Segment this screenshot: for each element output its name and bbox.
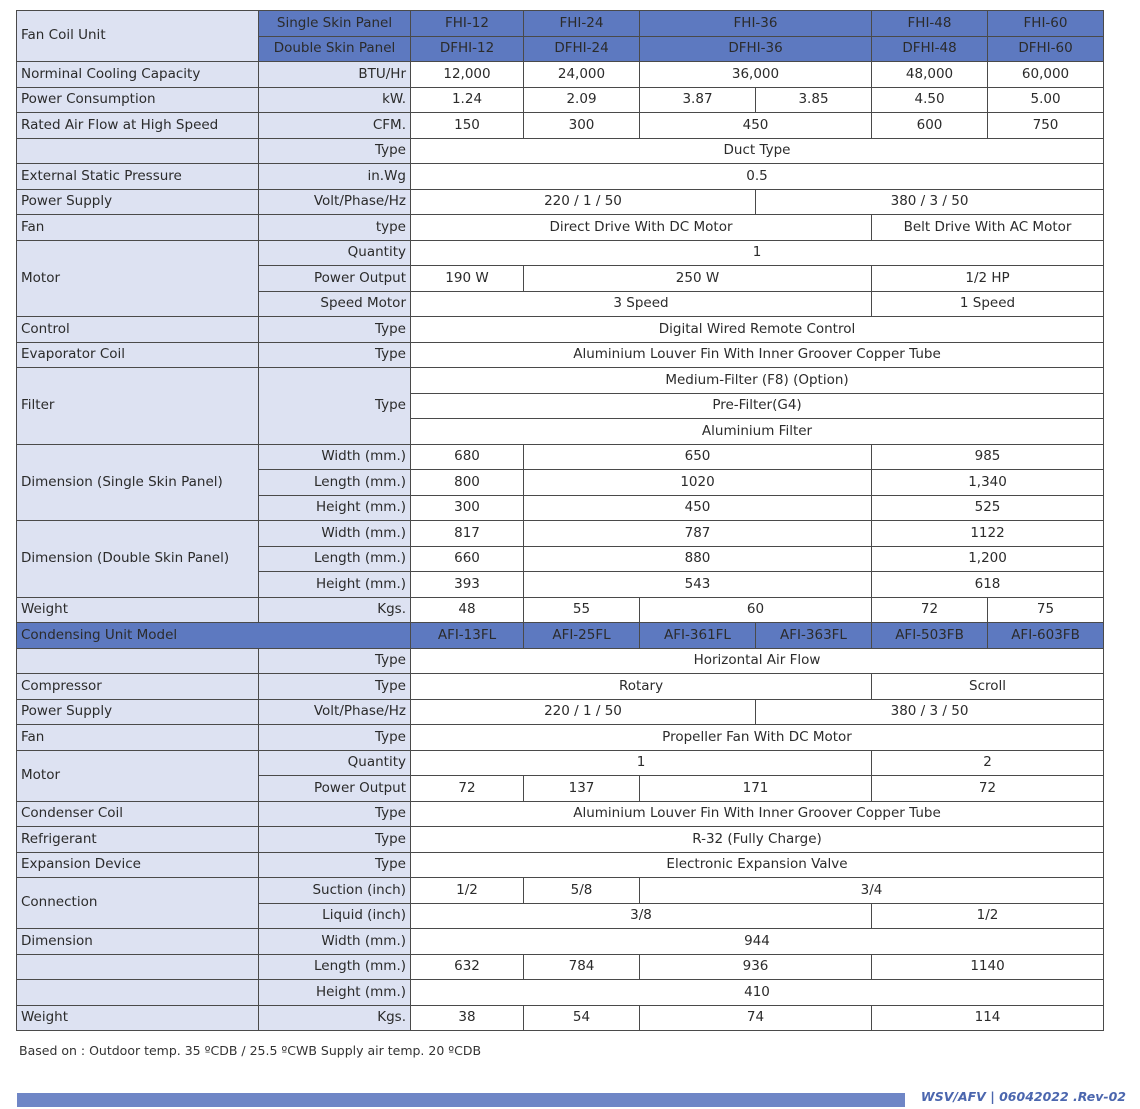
row-unit: Length (mm.) — [259, 470, 411, 496]
value-cell: 72 — [872, 597, 988, 623]
value-cell: 936 — [640, 954, 872, 980]
row-label-empty — [17, 648, 259, 674]
row-label: Dimension (Double Skin Panel) — [17, 521, 259, 598]
value-cell: 2.09 — [524, 87, 640, 113]
row-unit: in.Wg — [259, 164, 411, 190]
model-cell: AFI-25FL — [524, 623, 640, 649]
value-cell: 3.87 — [640, 87, 756, 113]
value-cell: 300 — [524, 113, 640, 139]
spec-row-evaporator — [17, 342, 1104, 368]
footer-bar — [17, 1093, 905, 1107]
value-cell: 618 — [872, 572, 1104, 598]
row-unit: Type — [259, 827, 411, 853]
model-cell: AFI-361FL — [640, 623, 756, 649]
row-unit: Power Output — [259, 266, 411, 292]
value-cell: 543 — [524, 572, 872, 598]
value-cell: 54 — [524, 1005, 640, 1031]
value-cell: 36,000 — [640, 62, 872, 88]
double-skin-panel-label: Double Skin Panel — [259, 36, 411, 62]
model-cell: DFHI-24 — [524, 36, 640, 62]
row-label: Filter — [17, 368, 259, 445]
spec-row-indoor-weight — [17, 597, 1104, 623]
value-cell: Scroll — [872, 674, 1104, 700]
row-label: Compressor — [17, 674, 259, 700]
value-cell: 4.50 — [872, 87, 988, 113]
model-cell: DFHI-48 — [872, 36, 988, 62]
row-unit: Speed Motor — [259, 291, 411, 317]
row-label: Expansion Device — [17, 852, 259, 878]
row-unit: Type — [259, 342, 411, 368]
spec-row-outdoor-fan — [17, 725, 1104, 751]
spec-row-dim-double-width — [17, 521, 1104, 547]
row-unit: CFM. — [259, 113, 411, 139]
value-cell: Aluminium Filter — [411, 419, 1104, 445]
row-unit: Height (mm.) — [259, 980, 411, 1006]
value-cell: 48,000 — [872, 62, 988, 88]
row-unit: type — [259, 215, 411, 241]
value-cell: 600 — [872, 113, 988, 139]
row-label-empty — [17, 980, 259, 1006]
row-label: Fan — [17, 215, 259, 241]
row-unit: Type — [259, 725, 411, 751]
value-cell: 944 — [411, 929, 1104, 955]
row-label: External Static Pressure — [17, 164, 259, 190]
model-cell: FHI-60 — [988, 11, 1104, 37]
value-cell: 72 — [411, 776, 524, 802]
value-cell: 38 — [411, 1005, 524, 1031]
value-cell: 3 Speed — [411, 291, 872, 317]
value-cell: 250 W — [524, 266, 872, 292]
value-cell: 1/2 HP — [872, 266, 1104, 292]
value-cell: 190 W — [411, 266, 524, 292]
spec-row-cooling — [17, 62, 1104, 88]
spec-row-expansion — [17, 852, 1104, 878]
spec-row-outdoor-dim-width — [17, 929, 1104, 955]
row-label: Power Supply — [17, 699, 259, 725]
value-cell: 1,200 — [872, 546, 1104, 572]
model-cell: DFHI-12 — [411, 36, 524, 62]
value-cell: 393 — [411, 572, 524, 598]
row-unit: Type — [259, 801, 411, 827]
row-label: Dimension (Single Skin Panel) — [17, 444, 259, 521]
value-cell: 1122 — [872, 521, 1104, 547]
value-cell: 60,000 — [988, 62, 1104, 88]
value-cell: 72 — [872, 776, 1104, 802]
value-cell: 632 — [411, 954, 524, 980]
value-cell: Aluminium Louver Fin With Inner Groover Copper Tube — [411, 801, 1104, 827]
value-cell: 60 — [640, 597, 872, 623]
value-cell: 680 — [411, 444, 524, 470]
row-label: Connection — [17, 878, 259, 929]
value-cell: Digital Wired Remote Control — [411, 317, 1104, 343]
value-cell: 114 — [872, 1005, 1104, 1031]
spec-row-refrigerant — [17, 827, 1104, 853]
spec-row-esp — [17, 164, 1104, 190]
spec-row-motor-quantity — [17, 240, 1104, 266]
value-cell: 650 — [524, 444, 872, 470]
row-unit: Volt/Phase/Hz — [259, 699, 411, 725]
row-label: Motor — [17, 750, 259, 801]
row-label: Evaporator Coil — [17, 342, 259, 368]
model-cell: AFI-603FB — [988, 623, 1104, 649]
row-label-empty — [17, 138, 259, 164]
value-cell: 300 — [411, 495, 524, 521]
spec-row-type — [17, 138, 1104, 164]
value-cell: 450 — [524, 495, 872, 521]
value-cell: 171 — [640, 776, 872, 802]
row-unit: Width (mm.) — [259, 444, 411, 470]
row-unit: Length (mm.) — [259, 954, 411, 980]
row-unit: Width (mm.) — [259, 521, 411, 547]
row-label: Dimension — [17, 929, 259, 955]
row-label: Condenser Coil — [17, 801, 259, 827]
value-cell: 660 — [411, 546, 524, 572]
condensing-unit-header-row — [17, 623, 1104, 649]
single-skin-panel-label: Single Skin Panel — [259, 11, 411, 37]
row-label: Control — [17, 317, 259, 343]
value-cell: R-32 (Fully Charge) — [411, 827, 1104, 853]
value-cell: 985 — [872, 444, 1104, 470]
value-cell: 1020 — [524, 470, 872, 496]
value-cell: 3/4 — [640, 878, 1104, 904]
spec-row-fan — [17, 215, 1104, 241]
value-cell: 5/8 — [524, 878, 640, 904]
model-cell: DFHI-60 — [988, 36, 1104, 62]
row-unit: Quantity — [259, 750, 411, 776]
value-cell: 5.00 — [988, 87, 1104, 113]
row-unit: Type — [259, 317, 411, 343]
value-cell: Aluminium Louver Fin With Inner Groover Copper Tube — [411, 342, 1104, 368]
row-unit: Suction (inch) — [259, 878, 411, 904]
model-cell: AFI-13FL — [411, 623, 524, 649]
value-cell: 74 — [640, 1005, 872, 1031]
model-cell: FHI-48 — [872, 11, 988, 37]
model-cell: FHI-24 — [524, 11, 640, 37]
row-unit: Quantity — [259, 240, 411, 266]
row-label: Weight — [17, 597, 259, 623]
row-unit: Kgs. — [259, 597, 411, 623]
fan-coil-unit-label: Fan Coil Unit — [17, 11, 259, 62]
value-cell: 220 / 1 / 50 — [411, 189, 756, 215]
value-cell: 1 — [411, 750, 872, 776]
model-cell: FHI-12 — [411, 11, 524, 37]
value-cell: Rotary — [411, 674, 872, 700]
row-label: Refrigerant — [17, 827, 259, 853]
row-label: Power Consumption — [17, 87, 259, 113]
row-unit: kW. — [259, 87, 411, 113]
spec-row-dim-single-width — [17, 444, 1104, 470]
value-cell: 24,000 — [524, 62, 640, 88]
model-cell: AFI-503FB — [872, 623, 988, 649]
value-cell: 1 Speed — [872, 291, 1104, 317]
spec-row-power-consumption — [17, 87, 1104, 113]
value-cell: 137 — [524, 776, 640, 802]
row-unit: Width (mm.) — [259, 929, 411, 955]
value-cell: 2 — [872, 750, 1104, 776]
condensing-unit-label: Condensing Unit Model — [17, 623, 411, 649]
value-cell: 75 — [988, 597, 1104, 623]
value-cell: 410 — [411, 980, 1104, 1006]
model-cell: FHI-36 — [640, 11, 872, 37]
value-cell: 1.24 — [411, 87, 524, 113]
row-unit: Volt/Phase/Hz — [259, 189, 411, 215]
spec-row-outdoor-dim-height — [17, 980, 1104, 1006]
row-unit: Power Output — [259, 776, 411, 802]
spec-row-outdoor-dim-length — [17, 954, 1104, 980]
value-cell: 800 — [411, 470, 524, 496]
row-label-empty — [17, 954, 259, 980]
row-label: Motor — [17, 240, 259, 317]
spec-row-filter-medium — [17, 368, 1104, 394]
model-cell: AFI-363FL — [756, 623, 872, 649]
model-cell: DFHI-36 — [640, 36, 872, 62]
row-unit: Type — [259, 368, 411, 445]
value-cell: 12,000 — [411, 62, 524, 88]
row-unit: Height (mm.) — [259, 495, 411, 521]
spec-row-power-supply — [17, 189, 1104, 215]
row-unit: Kgs. — [259, 1005, 411, 1031]
value-cell: Electronic Expansion Valve — [411, 852, 1104, 878]
value-cell: 150 — [411, 113, 524, 139]
value-cell: Horizontal Air Flow — [411, 648, 1104, 674]
value-cell: 380 / 3 / 50 — [756, 699, 1104, 725]
model-row-single — [17, 11, 1104, 37]
value-cell: Direct Drive With DC Motor — [411, 215, 872, 241]
value-cell: 3.85 — [756, 87, 872, 113]
spec-row-outdoor-power-supply — [17, 699, 1104, 725]
value-cell: Belt Drive With AC Motor — [872, 215, 1104, 241]
row-unit: Type — [259, 674, 411, 700]
spec-row-outdoor-motor-quantity — [17, 750, 1104, 776]
value-cell: 787 — [524, 521, 872, 547]
row-unit: BTU/Hr — [259, 62, 411, 88]
value-cell: 1/2 — [411, 878, 524, 904]
document-reference: WSV/AFV | 06042022 .Rev-02 — [920, 1089, 1126, 1104]
spec-row-connection-suction — [17, 878, 1104, 904]
value-cell: Pre-Filter(G4) — [411, 393, 1104, 419]
value-cell: 0.5 — [411, 164, 1104, 190]
value-cell: 1140 — [872, 954, 1104, 980]
row-unit: Length (mm.) — [259, 546, 411, 572]
row-unit: Type — [259, 852, 411, 878]
value-cell: 880 — [524, 546, 872, 572]
spec-row-air-flow — [17, 113, 1104, 139]
value-cell: 784 — [524, 954, 640, 980]
spec-sheet — [16, 10, 1103, 1031]
value-cell: Propeller Fan With DC Motor — [411, 725, 1104, 751]
row-unit: Type — [259, 138, 411, 164]
spec-row-condenser — [17, 801, 1104, 827]
spec-table — [16, 10, 1104, 1031]
spec-row-compressor — [17, 674, 1104, 700]
row-unit: Type — [259, 648, 411, 674]
row-label: Norminal Cooling Capacity — [17, 62, 259, 88]
row-label: Weight — [17, 1005, 259, 1031]
value-cell: 817 — [411, 521, 524, 547]
rating-conditions-note: Based on : Outdoor temp. 35 ºCDB / 25.5 ºCWB Supply air temp. 20 ºCDB — [19, 1043, 482, 1058]
value-cell: 55 — [524, 597, 640, 623]
row-unit: Liquid (inch) — [259, 903, 411, 929]
value-cell: 48 — [411, 597, 524, 623]
value-cell: 1/2 — [872, 903, 1104, 929]
row-label: Rated Air Flow at High Speed — [17, 113, 259, 139]
value-cell: 220 / 1 / 50 — [411, 699, 756, 725]
spec-row-outdoor-weight — [17, 1005, 1104, 1031]
value-cell: Duct Type — [411, 138, 1104, 164]
value-cell: 450 — [640, 113, 872, 139]
value-cell: 1 — [411, 240, 1104, 266]
value-cell: 525 — [872, 495, 1104, 521]
value-cell: 380 / 3 / 50 — [756, 189, 1104, 215]
value-cell: 3/8 — [411, 903, 872, 929]
value-cell: Medium-Filter (F8) (Option) — [411, 368, 1104, 394]
row-unit: Height (mm.) — [259, 572, 411, 598]
spec-row-outdoor-type — [17, 648, 1104, 674]
spec-row-control — [17, 317, 1104, 343]
value-cell: 750 — [988, 113, 1104, 139]
row-label: Power Supply — [17, 189, 259, 215]
value-cell: 1,340 — [872, 470, 1104, 496]
row-label: Fan — [17, 725, 259, 751]
